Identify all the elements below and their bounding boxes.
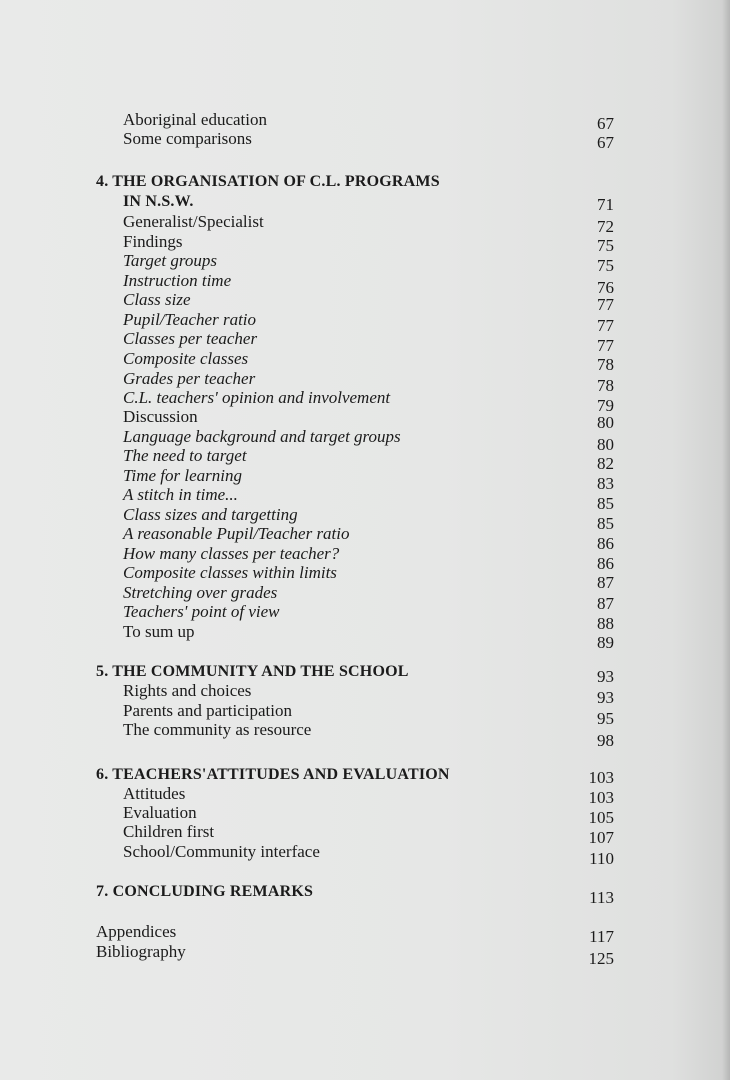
toc-section-heading <box>96 662 614 686</box>
toc-entry-title: Aboriginal education <box>123 110 267 129</box>
toc-entry <box>123 466 614 493</box>
toc-entry-title: Teachers' point of view <box>123 602 280 621</box>
toc-entry-title: Target groups <box>123 251 217 270</box>
toc-page-number: 67 <box>597 133 614 152</box>
toc-entry <box>123 369 614 395</box>
toc-page-number: 87 <box>597 594 614 613</box>
toc-entry <box>96 942 614 968</box>
toc-entry <box>123 446 614 473</box>
toc-page-number: 77 <box>597 336 614 355</box>
toc-entry-title: Children first <box>123 822 215 841</box>
toc-entry-title: Attitudes <box>123 784 186 803</box>
toc-page-number: 88 <box>597 614 614 633</box>
toc-entry <box>123 524 614 553</box>
toc-entry <box>123 563 614 592</box>
toc-entry-title: Composite classes within limits <box>123 563 337 582</box>
toc-entry <box>123 310 614 335</box>
toc-entry <box>123 349 614 374</box>
toc-entry-title: Composite classes <box>123 349 249 368</box>
toc-entry-title: Some comparisons <box>123 129 252 148</box>
toc-entry <box>123 129 614 152</box>
toc-page-number: 77 <box>597 295 614 314</box>
toc-entry-title: Time for learning <box>123 466 243 485</box>
toc-entry <box>123 505 614 533</box>
toc-entry-title: The community as resource <box>123 720 312 739</box>
toc-entry-title: Generalist/Specialist <box>123 212 264 231</box>
toc-entry-title: Evaluation <box>123 803 197 822</box>
toc-entry <box>123 842 614 868</box>
toc-page-number: 125 <box>588 949 614 968</box>
toc-entry <box>123 407 614 432</box>
toc-entry-title: 6. TEACHERS'ATTITUDES AND EVALUATION <box>96 766 450 783</box>
toc-entry-title: Parents and participation <box>123 701 293 720</box>
toc-entry <box>123 212 614 236</box>
toc-entry <box>123 388 614 415</box>
toc-entry <box>123 784 614 807</box>
toc-page-number: 107 <box>588 828 614 847</box>
toc-page-number: 76 <box>597 278 614 297</box>
toc-entry-title: Class size <box>123 290 191 309</box>
toc-page-number: 82 <box>597 454 614 473</box>
toc-entry <box>123 251 614 275</box>
toc-entry <box>123 822 614 847</box>
toc-entry <box>123 701 614 728</box>
toc-entry <box>96 922 614 946</box>
toc-entry <box>123 681 614 707</box>
toc-page-number: 87 <box>597 573 614 592</box>
toc-entry-title: 4. THE ORGANISATION OF C.L. PROGRAMS <box>96 173 440 190</box>
toc-entry-title: A stitch in time... <box>123 485 238 504</box>
toc-page-number: 93 <box>597 667 614 686</box>
toc-page-number: 67 <box>597 114 614 133</box>
toc-entry-title: Language background and target groups <box>123 427 401 446</box>
toc-page-number: 103 <box>588 788 614 807</box>
toc-section-heading <box>123 192 614 212</box>
toc-entry <box>123 485 614 513</box>
toc-entry <box>123 803 614 827</box>
toc-entry-title: Stretching over grades <box>123 583 278 602</box>
toc-page-number: 80 <box>597 413 614 432</box>
toc-entry-title: Classes per teacher <box>123 329 258 348</box>
toc-entry <box>123 622 614 652</box>
toc-entry-title: The need to target <box>123 446 247 465</box>
toc-entry-title: Discussion <box>123 407 198 426</box>
toc-page-number: 78 <box>597 355 614 374</box>
toc-section-heading <box>96 765 614 785</box>
toc-entry-title: Pupil/Teacher ratio <box>123 310 257 329</box>
toc-page-number: 110 <box>589 849 614 868</box>
toc-page-number: 83 <box>597 474 614 493</box>
toc-entry-title: Grades per teacher <box>123 369 256 388</box>
toc-entry <box>123 110 614 133</box>
toc-entry-title: IN N.S.W. <box>123 193 194 210</box>
toc-entry-title: Class sizes and targetting <box>123 505 298 524</box>
toc-page-number: 79 <box>597 396 614 415</box>
toc-page-number: 113 <box>589 888 614 907</box>
toc-entry-title: 7. CONCLUDING REMARKS <box>96 883 314 900</box>
toc-section-heading <box>96 172 614 192</box>
toc-page-number: 80 <box>597 435 614 454</box>
toc-page-number: 77 <box>597 316 614 335</box>
toc-entry-title: To sum up <box>123 622 195 641</box>
toc-entry-title: Findings <box>123 232 183 251</box>
toc-entry-title: Instruction time <box>123 271 232 290</box>
toc-page-number: 71 <box>597 195 614 214</box>
toc-entry-title: 5. THE COMMUNITY AND THE SCHOOL <box>96 663 409 680</box>
toc-page-number: 75 <box>597 256 614 275</box>
toc-page-number: 98 <box>597 731 614 750</box>
toc-entry-title: School/Community interface <box>123 842 320 861</box>
toc-entry-title: How many classes per teacher? <box>123 544 340 563</box>
toc-page-number: 75 <box>597 236 614 255</box>
toc-entry <box>123 427 614 454</box>
toc-entry <box>123 232 614 255</box>
toc-page-number: 85 <box>597 514 614 533</box>
toc-page-number: 93 <box>597 688 614 707</box>
toc-entry-title: Bibliography <box>96 942 186 961</box>
toc-entry-title: A reasonable Pupil/Teacher ratio <box>123 524 350 543</box>
toc-page-number: 85 <box>597 494 614 513</box>
toc-page-number: 103 <box>588 768 614 787</box>
toc-entry-title: C.L. teachers' opinion and involvement <box>123 388 391 407</box>
toc-section-heading <box>96 882 614 907</box>
toc-page-number: 78 <box>597 376 614 395</box>
toc-entry <box>123 271 614 297</box>
page-edge-shadow <box>722 0 730 1080</box>
toc-page-number: 86 <box>597 554 614 573</box>
toc-page-number: 89 <box>597 633 614 652</box>
toc-page-number: 86 <box>597 534 614 553</box>
toc-entry <box>123 329 614 355</box>
toc-entry-title: Rights and choices <box>123 681 252 700</box>
toc-entry <box>123 720 614 750</box>
toc-page-number: 105 <box>588 808 614 827</box>
toc-page-number: 95 <box>597 709 614 728</box>
toc-entry <box>123 290 614 314</box>
toc-page-number: 72 <box>597 217 614 236</box>
toc-page-number: 117 <box>589 927 614 946</box>
toc-entry-title: Appendices <box>96 922 177 941</box>
